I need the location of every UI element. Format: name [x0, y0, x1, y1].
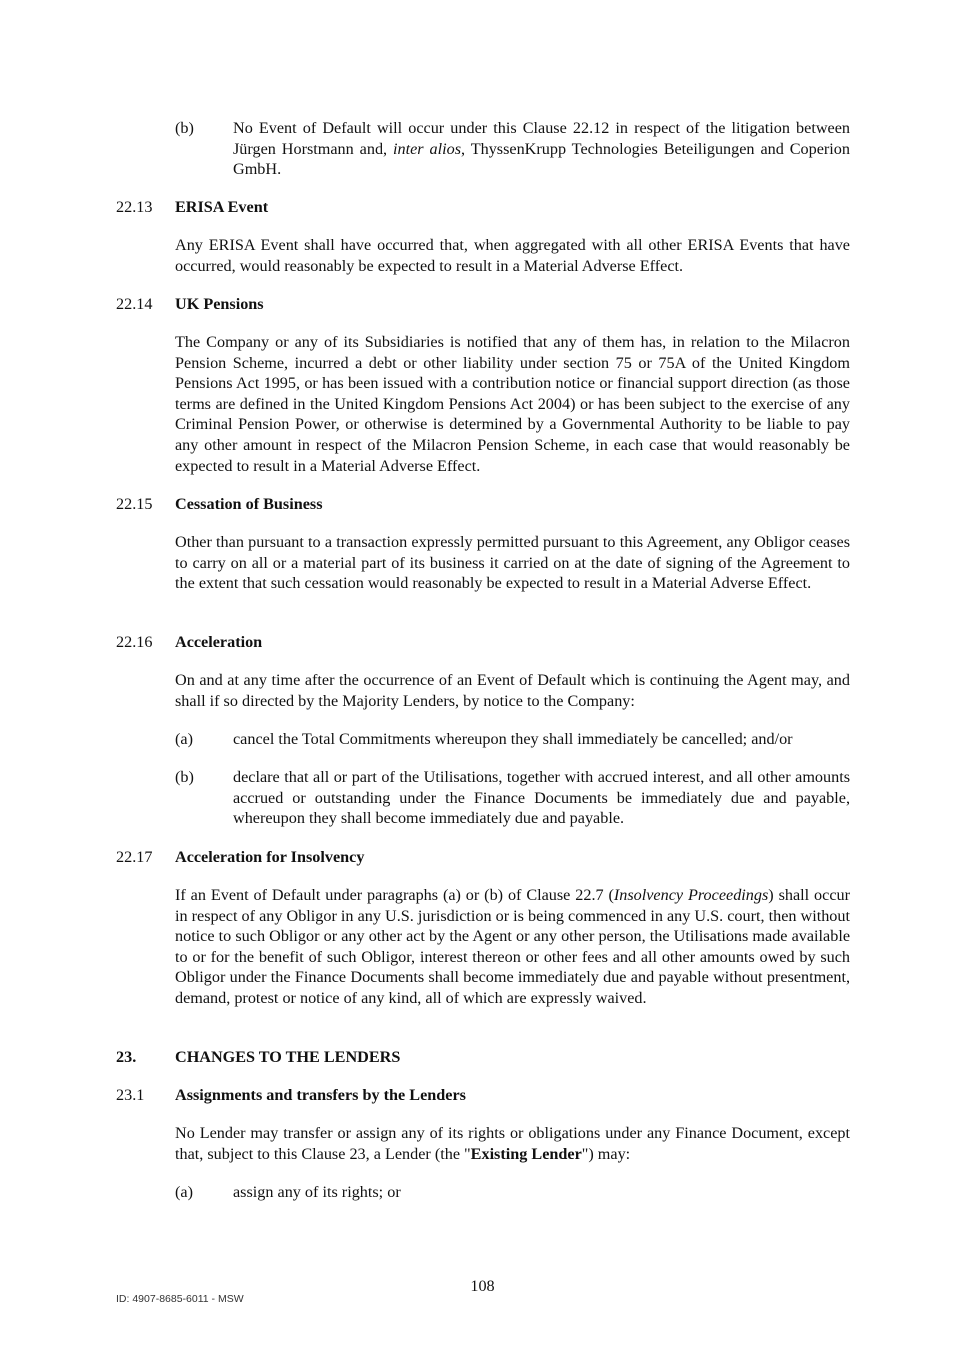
- item-text: cancel the Total Commitments whereupon they shall immediately be cancelled; and/or: [233, 730, 793, 748]
- clause-number: 23.1: [116, 1086, 145, 1104]
- clause-body: No Lender may transfer or assign any of its rights or obligations under any Finance Document, except that, subject to this Clause 23, a Lender (the "Existing Lender") may:: [175, 1124, 850, 1163]
- item-label: (b): [175, 119, 194, 137]
- item-label: (b): [175, 768, 194, 786]
- document-id: ID: 4907-8685-6011 - MSW: [116, 1293, 244, 1305]
- clause-heading: Acceleration for Insolvency: [175, 848, 365, 866]
- clause-body: The Company or any of its Subsidiaries is notified that any of them has, in relation to the Milacron Pension Scheme, incurred a debt or other liability under section 75 or 75A of the United Kingdom Pensions Act 1995, or has been issued with a contribution notice or financial support direction (as those terms are defined in the United Kingdom Pensions Act 2004) or has been subject to the exercise of any Criminal Pension Power, or otherwise is determined by a Governmental Authority to be liable to pay any other amount in respect of the Milacron Pension Scheme, in each case that would reasonably be expected to result in a Material Adverse Effect.: [175, 333, 850, 475]
- clause-number: 22.14: [116, 295, 153, 313]
- section-number: 23.: [116, 1048, 137, 1066]
- clause-heading: Acceleration: [175, 633, 263, 651]
- clause-number: 22.16: [116, 633, 153, 651]
- clause-body: Any ERISA Event shall have occurred that, when aggregated with all other ERISA Events that have occurred, would reasonably be expected to result in a Material Adverse Effect.: [175, 236, 850, 275]
- clause-heading: Cessation of Business: [175, 495, 323, 513]
- clause-body: On and at any time after the occurrence of an Event of Default which is continuing the Agent may, and shall if so directed by the Majority Lenders, by notice to the Company:: [175, 671, 850, 710]
- item-text: declare that all or part of the Utilisations, together with accrued interest, and all other amounts accrued or outstanding under the Finance Documents be immediately due and payable, whereupon they shall become immediately due and payable.: [233, 768, 850, 828]
- clause-number: 22.15: [116, 495, 153, 513]
- clause-heading: UK Pensions: [175, 295, 264, 313]
- clause-body: If an Event of Default under paragraphs (a) or (b) of Clause 22.7 (Insolvency Proceedings) shall occur in respect of any Obligor in any U.S. jurisdiction or is being commenced in any U.S. court, then without notice to such Obligor or any other act by the Agent or any other person, the Utilisations made available to or for the benefit of such Obligor, interest thereon or other fees and all other amounts owed by such Obligor under the Finance Documents shall become immediately due and payable without presentment, demand, protest or notice of any kind, all of which are expressly waived.: [175, 886, 850, 1007]
- section-heading: CHANGES TO THE LENDERS: [175, 1048, 401, 1066]
- clause-body: Other than pursuant to a transaction expressly permitted pursuant to this Agreement, any Obligor ceases to carry on all or a material part of its business it carried on at the date of signing of the Agreement to the extent that such cessation would reasonably be expected to result in a Material Adverse Effect.: [175, 533, 850, 593]
- item-text: assign any of its rights; or: [233, 1183, 401, 1201]
- item-label: (a): [175, 1183, 193, 1201]
- item-text: No Event of Default will occur under this Clause 22.12 in respect of the litigation between Jürgen Horstmann and, inter alios, ThyssenKrupp Technologies Beteiligungen and Coperion GmbH.: [233, 119, 850, 179]
- clause-heading: Assignments and transfers by the Lenders: [175, 1086, 466, 1104]
- item-label: (a): [175, 730, 193, 748]
- page-number: 108: [470, 1277, 495, 1295]
- clause-number: 22.17: [116, 848, 153, 866]
- clause-number: 22.13: [116, 198, 153, 216]
- clause-heading: ERISA Event: [175, 198, 269, 216]
